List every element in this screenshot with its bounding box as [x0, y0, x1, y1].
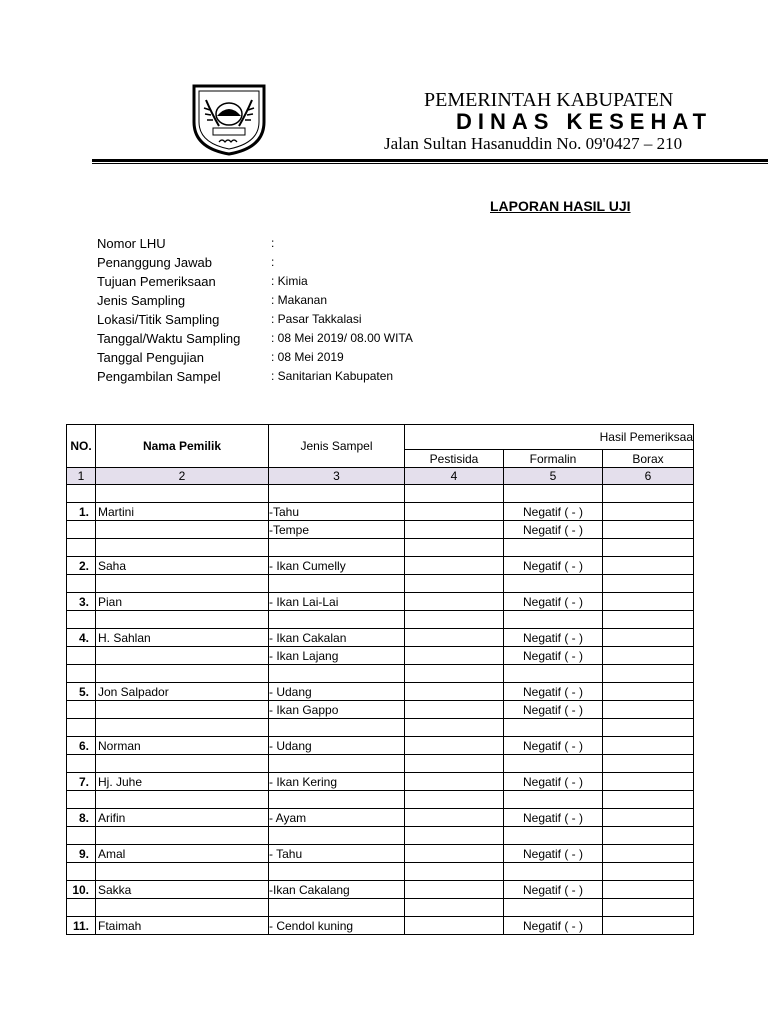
row-number: [67, 521, 96, 539]
column-number: 5: [504, 468, 603, 485]
formalin-result: [504, 827, 603, 845]
owner-name: Amal: [96, 845, 269, 863]
owner-name: Pian: [96, 593, 269, 611]
borax-result: [603, 755, 694, 773]
table-row: [67, 755, 694, 773]
table-row: [67, 917, 694, 935]
formalin-result: Negatif ( - ): [504, 917, 603, 935]
pestisida-result: [405, 899, 504, 917]
row-number: 5.: [67, 683, 96, 701]
sample-type: - Udang: [269, 737, 405, 755]
borax-result: [603, 845, 694, 863]
owner-name: [96, 899, 269, 917]
borax-result: [603, 647, 694, 665]
sample-type: - Tahu: [269, 845, 405, 863]
table-row: [67, 665, 694, 683]
pestisida-result: [405, 881, 504, 899]
row-number: [67, 719, 96, 737]
table-row: [67, 701, 694, 719]
borax-result: [603, 611, 694, 629]
borax-result: [603, 503, 694, 521]
sample-type: [269, 665, 405, 683]
pestisida-result: [405, 683, 504, 701]
letterhead-agency: DINAS KESEHAT: [456, 109, 713, 134]
pestisida-result: [405, 827, 504, 845]
sample-type: -Tempe: [269, 521, 405, 539]
sample-type: - Ikan Cakalan: [269, 629, 405, 647]
row-number: [67, 575, 96, 593]
pestisida-result: [405, 719, 504, 737]
borax-result: [603, 881, 694, 899]
info-value: :: [271, 236, 275, 250]
info-label: Lokasi/Titik Sampling: [97, 312, 220, 327]
header-borax: Borax: [603, 450, 694, 468]
formalin-result: Negatif ( - ): [504, 593, 603, 611]
formalin-result: Negatif ( - ): [504, 845, 603, 863]
letterhead-address: Jalan Sultan Hasanuddin No. 09'0427 – 210: [384, 134, 683, 153]
formalin-result: Negatif ( - ): [504, 503, 603, 521]
table-row: [67, 773, 694, 791]
formalin-result: [504, 539, 603, 557]
report-title: LAPORAN HASIL UJI: [490, 198, 631, 214]
sample-type: [269, 539, 405, 557]
owner-name: [96, 539, 269, 557]
row-number: [67, 665, 96, 683]
owner-name: Saha: [96, 557, 269, 575]
regency-emblem-icon: [186, 80, 272, 156]
row-number: [67, 539, 96, 557]
borax-result: [603, 521, 694, 539]
formalin-result: [504, 485, 603, 503]
formalin-result: [504, 665, 603, 683]
owner-name: [96, 485, 269, 503]
formalin-result: [504, 863, 603, 881]
borax-result: [603, 629, 694, 647]
owner-name: [96, 575, 269, 593]
table-row: [67, 845, 694, 863]
formalin-result: Negatif ( - ): [504, 881, 603, 899]
info-value: : Pasar Takkalasi: [271, 312, 362, 326]
pestisida-result: [405, 539, 504, 557]
column-number: 3: [269, 468, 405, 485]
owner-name: Sakka: [96, 881, 269, 899]
sample-type: -Tahu: [269, 503, 405, 521]
row-number: 8.: [67, 809, 96, 827]
pestisida-result: [405, 809, 504, 827]
borax-result: [603, 719, 694, 737]
owner-name: [96, 521, 269, 539]
sample-type: [269, 791, 405, 809]
table-row: [67, 575, 694, 593]
table-row: [67, 557, 694, 575]
column-number: 1: [67, 468, 96, 485]
column-number: 4: [405, 468, 504, 485]
letterhead-rule-thick: [92, 159, 768, 162]
pestisida-result: [405, 791, 504, 809]
pestisida-result: [405, 575, 504, 593]
header-sample-type: Jenis Sampel: [269, 425, 405, 468]
owner-name: [96, 647, 269, 665]
owner-name: [96, 611, 269, 629]
row-number: [67, 863, 96, 881]
borax-result: [603, 701, 694, 719]
sample-type: [269, 611, 405, 629]
table-row: [67, 539, 694, 557]
results-table: [66, 424, 694, 935]
pestisida-result: [405, 485, 504, 503]
formalin-result: [504, 611, 603, 629]
row-number: 9.: [67, 845, 96, 863]
sample-type: [269, 719, 405, 737]
formalin-result: Negatif ( - ): [504, 521, 603, 539]
table-row: [67, 521, 694, 539]
row-number: 11.: [67, 917, 96, 935]
table-row: [67, 719, 694, 737]
pestisida-result: [405, 755, 504, 773]
formalin-result: Negatif ( - ): [504, 737, 603, 755]
pestisida-result: [405, 665, 504, 683]
formalin-result: Negatif ( - ): [504, 773, 603, 791]
owner-name: Jon Salpador: [96, 683, 269, 701]
formalin-result: Negatif ( - ): [504, 557, 603, 575]
borax-result: [603, 737, 694, 755]
table-row: [67, 647, 694, 665]
row-number: [67, 611, 96, 629]
borax-result: [603, 791, 694, 809]
pestisida-result: [405, 773, 504, 791]
header-no: NO.: [67, 425, 96, 468]
sample-type: -Ikan Cakalang: [269, 881, 405, 899]
sample-type: - Ikan Gappo: [269, 701, 405, 719]
borax-result: [603, 827, 694, 845]
info-label: Pengambilan Sampel: [97, 369, 221, 384]
sample-type: [269, 899, 405, 917]
sample-type: [269, 575, 405, 593]
table-row: [67, 629, 694, 647]
borax-result: [603, 539, 694, 557]
borax-result: [603, 557, 694, 575]
column-number-row: [67, 468, 694, 485]
row-number: [67, 647, 96, 665]
sample-type: - Ikan Lai-Lai: [269, 593, 405, 611]
info-label: Tanggal/Waktu Sampling: [97, 331, 241, 346]
table-row: [67, 827, 694, 845]
formalin-result: [504, 719, 603, 737]
owner-name: [96, 665, 269, 683]
formalin-result: [504, 791, 603, 809]
table-row: [67, 737, 694, 755]
pestisida-result: [405, 521, 504, 539]
pestisida-result: [405, 701, 504, 719]
row-number: 2.: [67, 557, 96, 575]
pestisida-result: [405, 863, 504, 881]
letterhead-rule-thin: [92, 163, 768, 164]
info-value: : Makanan: [271, 293, 328, 307]
row-number: [67, 755, 96, 773]
formalin-result: Negatif ( - ): [504, 701, 603, 719]
table-row: [67, 611, 694, 629]
column-number: 6: [603, 468, 694, 485]
pestisida-result: [405, 557, 504, 575]
sample-type: - Cendol kuning: [269, 917, 405, 935]
header-result-group: Hasil Pemeriksaa: [405, 425, 694, 450]
pestisida-result: [405, 611, 504, 629]
row-number: [67, 899, 96, 917]
borax-result: [603, 899, 694, 917]
table-row: [67, 863, 694, 881]
sample-type: - Ikan Lajang: [269, 647, 405, 665]
header-formalin: Formalin: [504, 450, 603, 468]
row-number: 4.: [67, 629, 96, 647]
info-label: Tujuan Pemeriksaan: [97, 274, 216, 289]
pestisida-result: [405, 917, 504, 935]
pestisida-result: [405, 503, 504, 521]
owner-name: [96, 863, 269, 881]
sample-type: [269, 863, 405, 881]
info-label: Jenis Sampling: [97, 293, 186, 308]
table-row: [67, 809, 694, 827]
info-label: Nomor LHU: [97, 236, 166, 251]
table-row: [67, 593, 694, 611]
sample-type: - Ikan Kering: [269, 773, 405, 791]
formalin-result: Negatif ( - ): [504, 683, 603, 701]
owner-name: Ftaimah: [96, 917, 269, 935]
info-label: Penanggung Jawab: [97, 255, 212, 270]
formalin-result: Negatif ( - ): [504, 629, 603, 647]
row-number: 3.: [67, 593, 96, 611]
row-number: 10.: [67, 881, 96, 899]
table-row: [67, 503, 694, 521]
owner-name: Norman: [96, 737, 269, 755]
row-number: [67, 485, 96, 503]
borax-result: [603, 917, 694, 935]
owner-name: [96, 755, 269, 773]
pestisida-result: [405, 845, 504, 863]
info-value: : Sanitarian Kabupaten: [271, 369, 394, 383]
formalin-result: [504, 899, 603, 917]
sample-type: [269, 485, 405, 503]
pestisida-result: [405, 593, 504, 611]
sample-type: - Udang: [269, 683, 405, 701]
pestisida-result: [405, 737, 504, 755]
borax-result: [603, 773, 694, 791]
pestisida-result: [405, 629, 504, 647]
owner-name: [96, 827, 269, 845]
header-owner-name: Nama Pemilik: [96, 425, 269, 468]
table-row: [67, 791, 694, 809]
owner-name: Martini: [96, 503, 269, 521]
borax-result: [603, 593, 694, 611]
owner-name: [96, 719, 269, 737]
borax-result: [603, 863, 694, 881]
row-number: 1.: [67, 503, 96, 521]
table-row: [67, 485, 694, 503]
borax-result: [603, 665, 694, 683]
formalin-result: [504, 575, 603, 593]
owner-name: Hj. Juhe: [96, 773, 269, 791]
header-pestisida: Pestisida: [405, 450, 504, 468]
info-label: Tanggal Pengujian: [97, 350, 204, 365]
info-value: :: [271, 255, 275, 269]
row-number: [67, 791, 96, 809]
borax-result: [603, 575, 694, 593]
borax-result: [603, 809, 694, 827]
pestisida-result: [405, 647, 504, 665]
row-number: 6.: [67, 737, 96, 755]
row-number: [67, 827, 96, 845]
info-value: : 08 Mei 2019/ 08.00 WITA: [271, 331, 413, 345]
borax-result: [603, 485, 694, 503]
formalin-result: Negatif ( - ): [504, 809, 603, 827]
formalin-result: Negatif ( - ): [504, 647, 603, 665]
letterhead-government: PEMERINTAH KABUPATEN: [424, 89, 674, 111]
formalin-result: [504, 755, 603, 773]
sample-type: - Ikan Cumelly: [269, 557, 405, 575]
table-row: [67, 683, 694, 701]
sample-type: [269, 755, 405, 773]
borax-result: [603, 683, 694, 701]
owner-name: [96, 701, 269, 719]
row-number: 7.: [67, 773, 96, 791]
table-row: [67, 899, 694, 917]
sample-type: - Ayam: [269, 809, 405, 827]
column-number: 2: [96, 468, 269, 485]
info-value: : 08 Mei 2019: [271, 350, 344, 364]
owner-name: Arifin: [96, 809, 269, 827]
owner-name: H. Sahlan: [96, 629, 269, 647]
table-row: [67, 881, 694, 899]
owner-name: [96, 791, 269, 809]
row-number: [67, 701, 96, 719]
sample-type: [269, 827, 405, 845]
info-value: : Kimia: [271, 274, 308, 288]
